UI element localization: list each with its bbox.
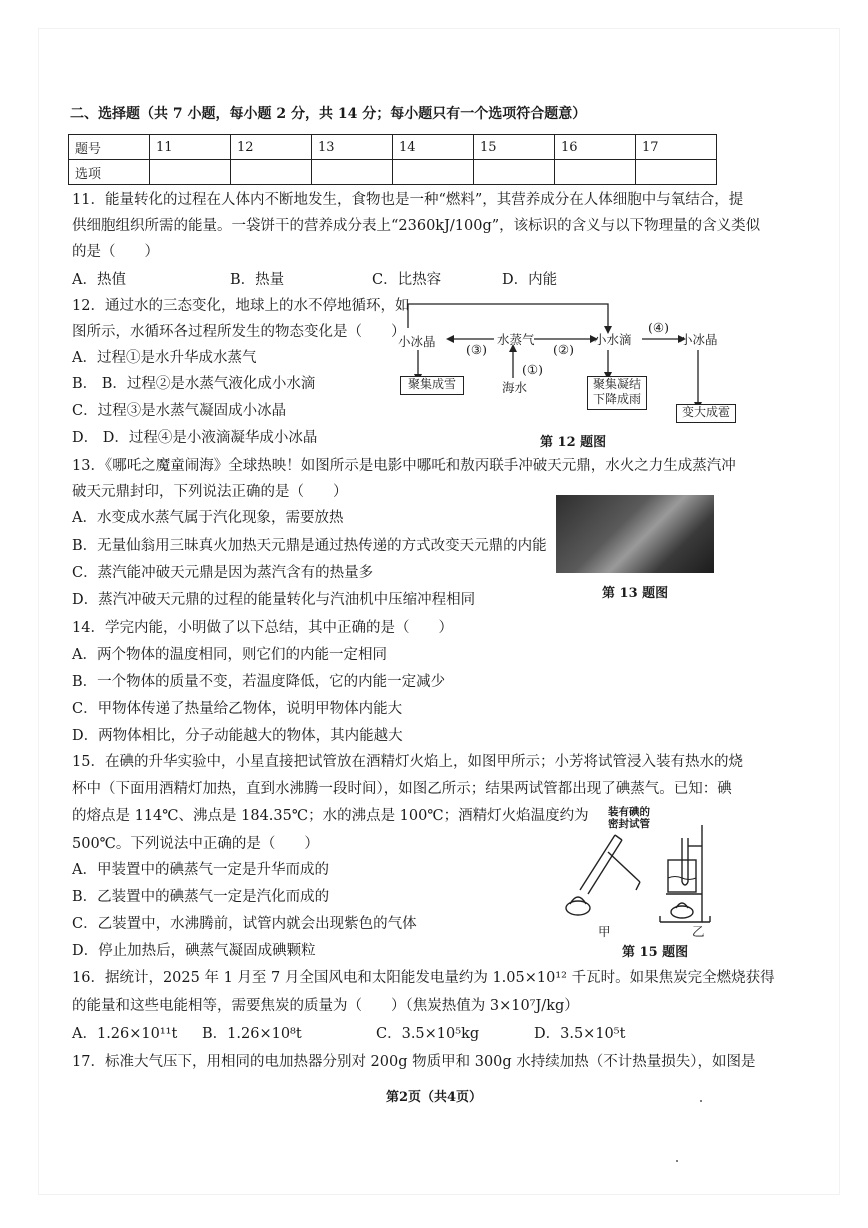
q12-line2: 图所示，水循环各过程所发生的物态变化是（ ） [72,324,406,340]
iodine-apparatus-figure [560,820,730,938]
q15-option-c: C．乙装置中，水沸腾前，试管内就会出现紫色的气体 [72,916,417,932]
scan-speck [700,1100,702,1102]
page-footer: 第2页（共4页） [385,1090,483,1105]
sea-water-label: 海水 [502,380,528,395]
q11-option-c: C．比热容 [372,272,442,288]
table-cell: 17 [636,135,717,160]
answer-cell[interactable] [636,160,717,185]
table-cell: 12 [231,135,312,160]
q15-figure-caption: 第 15 题图 [622,945,689,960]
q11-line3: 的是（ ） [72,244,159,260]
hail-box: 变大成雹 [676,404,736,423]
q15-line3: 的熔点是 114℃、沸点是 184.35℃；水的沸点是 100℃；酒精灯火焰温度约为 [72,808,589,824]
table-row-label: 题号 [69,135,150,160]
q14-option-c: C．甲物体传递了热量给乙物体，说明甲物体内能大 [72,701,403,717]
q15-line1: 15．在碘的升华实验中，小星直接把试管放在酒精灯火焰上，如图甲所示；小芳将试管浸入装有热水的烧 [72,754,743,770]
step4-label: (④) [648,320,669,335]
answer-cell[interactable] [474,160,555,185]
q13-option-d: D．蒸汽冲破天元鼎的过程的能量转化与汽油机中压缩冲程相同 [72,592,476,608]
table-cell: 11 [150,135,231,160]
movie-still-image [556,495,714,573]
step3-label: (③) [466,342,487,357]
table-row [69,135,717,160]
section-title: 二、选择题（共 7 小题，每小题 2 分，共 14 分；每小题只有一个选项符合题意） [70,106,587,122]
q12-line1: 12．通过水的三态变化，地球上的水不停地循环，如 [72,298,410,314]
figure-jia-label: 甲 [598,924,611,939]
q14-option-a: A．两个物体的温度相同，则它们的内能一定相同 [72,647,387,663]
q12-option-c: C．过程③是水蒸气凝固成小冰晶 [72,403,287,419]
table-row-label: 选项 [69,160,150,185]
answer-table [68,134,717,185]
water-vapor-label: 水蒸气 [497,332,535,347]
answer-cell[interactable] [231,160,312,185]
step2-label: (②) [553,342,574,357]
table-cell: 14 [393,135,474,160]
q13-line1: 13．《哪吒之魔童闹海》全球热映！如图所示是电影中哪吒和敖丙联手冲破天元鼎，水火之力生成蒸汽冲 [72,458,736,474]
q11-option-d: D．内能 [502,272,558,288]
table-row [69,160,717,185]
q16-option-b: B．1.26×10⁸t [202,1026,302,1042]
answer-cell[interactable] [312,160,393,185]
q11-line1: 11．能量转化的过程在人体内不断地发生，食物也是一种“燃料”，其营养成分在人体细胞中与氧结合，提 [72,192,744,208]
q16-option-d: D．3.5×10⁵t [534,1026,626,1042]
q15-option-d: D．停止加热后，碘蒸气凝固成碘颗粒 [72,943,316,959]
table-cell: 13 [312,135,393,160]
q15-option-a: A．甲装置中的碘蒸气一定是升华而成的 [72,862,329,878]
q15-line2: 杯中（下面用酒精灯加热，直到水沸腾一段时间），如图乙所示；结果两试管都出现了碘蒸气。已知：碘 [72,781,732,797]
q12-option-a: A．过程①是水升华成水蒸气 [72,350,257,366]
q14-option-b: B．一个物体的质量不变，若温度降低，它的内能一定减少 [72,674,446,690]
q11-line2: 供细胞组织所需的能量。一袋饼干的营养成分表上“2360kJ/100g”，该标识的含义与以下物理量的含义类似 [72,218,761,234]
q17-line1: 17．标准大气压下，用相同的电加热器分别对 200g 物质甲和 300g 水持续加热（不计热量损失），如图是 [72,1054,756,1070]
step1-label: (①) [522,362,543,377]
snow-box: 聚集成雪 [400,376,464,395]
scan-speck [676,1160,678,1162]
q13-option-b: B．无量仙翁用三昧真火加热天元鼎是通过热传递的方式改变天元鼎的内能 [72,538,547,554]
rain-box: 聚集凝结 下降成雨 [587,376,647,410]
q16-option-c: C．3.5×10⁵kg [376,1026,480,1042]
q14-option-d: D．两物体相比，分子动能越大的物体，其内能越大 [72,728,403,744]
ice-crystal-left-label: 小冰晶 [398,334,436,349]
q13-line2: 破天元鼎封印，下列说法正确的是（ ） [72,484,348,500]
q12-option-b: B． B．过程②是水蒸气液化成小水滴 [72,376,316,392]
figure-yi-label: 乙 [692,924,705,939]
q16-line2: 的能量和这些电能相等，需要焦炭的质量为（ ）（焦炭热值为 3×10⁷J/kg） [72,998,579,1014]
q13-figure-caption: 第 13 题图 [602,586,669,601]
answer-cell[interactable] [393,160,474,185]
sealed-tube-label: 装有碘的 密封试管 [608,806,650,830]
q13-option-c: C．蒸汽能冲破天元鼎是因为蒸汽含有的热量多 [72,565,374,581]
q13-option-a: A．水变成水蒸气属于汽化现象，需要放热 [72,510,344,526]
q12-figure-caption: 第 12 题图 [540,435,607,450]
table-cell: 15 [474,135,555,160]
q15-option-b: B．乙装置中的碘蒸气一定是汽化而成的 [72,889,330,905]
q14-line1: 14．学完内能，小明做了以下总结，其中正确的是（ ） [72,620,453,636]
q15-line4: 500℃。下列说法中正确的是（ ） [72,836,319,852]
small-droplet-label: 小水滴 [594,332,632,347]
q16-option-a: A．1.26×10¹¹t [72,1026,178,1042]
q16-line1: 16．据统计，2025 年 1 月至 7 月全国风电和太阳能发电量约为 1.05×10¹² 千瓦时。如果焦炭完全燃烧获得 [72,970,775,986]
table-cell: 16 [555,135,636,160]
q12-option-d: D． D．过程④是小液滴凝华成小冰晶 [72,430,318,446]
q11-option-b: B．热量 [230,272,285,288]
answer-cell[interactable] [555,160,636,185]
q11-option-a: A．热值 [72,272,126,288]
ice-crystal-right-label: 小冰晶 [680,332,718,347]
answer-cell[interactable] [150,160,231,185]
